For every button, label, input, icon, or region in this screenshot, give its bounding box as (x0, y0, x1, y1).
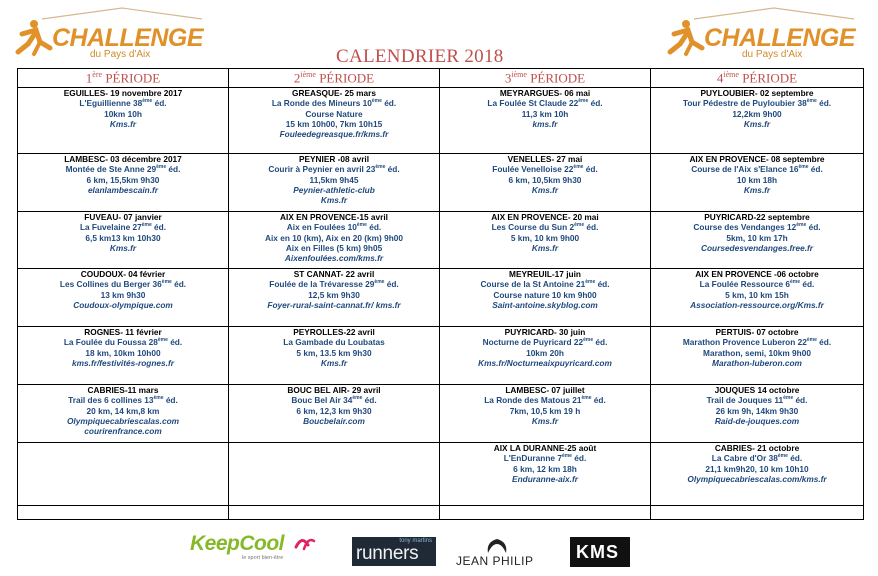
race-name (229, 395, 439, 405)
race-name-text: Montée de Ste Anne 29 (65, 164, 157, 175)
calendar-row (18, 385, 864, 443)
race-website-link[interactable]: kms.fr (532, 118, 558, 129)
empty-cell (651, 506, 864, 520)
race-edition-suffix: éd. (787, 453, 803, 464)
empty-cell (440, 506, 651, 520)
race-location-date: ST CANNAT- 22 avril (293, 269, 375, 279)
jean-philip-logo (456, 538, 540, 568)
race-edition-suffix: éd. (163, 395, 178, 406)
race-location-date: MEYRARGUES- 06 mai (499, 88, 591, 98)
jean-philip-name: JEAN PHILIP (456, 554, 534, 568)
race-details: 5km, 10 km 17h (726, 232, 788, 243)
race-cell (440, 327, 651, 385)
race-details: 20 km, 14 km,8 km (86, 405, 160, 416)
race-name (651, 222, 863, 232)
race-cell (229, 212, 440, 269)
race-location-date: AIX EN PROVENCE- 08 septembre (689, 154, 825, 164)
keepcool-swoosh-icon (294, 531, 316, 553)
calendar-row (18, 443, 864, 506)
race-edition-suffix: éd. (806, 222, 821, 233)
calendar-row (18, 88, 864, 154)
calendar-row (18, 327, 864, 385)
race-name (651, 453, 863, 463)
race-name-text: L'Eguillienne 38 (79, 98, 143, 109)
race-details: 10km 10h (104, 108, 142, 119)
race-website-link[interactable]: Kms.fr (743, 118, 771, 129)
race-edition-ordinal: ème (583, 337, 594, 344)
race-name-text: La Foulée St Claude 22 (487, 98, 579, 109)
race-location-date: AIX LA DURANNE-25 août (493, 443, 597, 453)
race-cell (229, 327, 440, 385)
period-ordinal: ère (92, 69, 103, 79)
race-website-link[interactable]: elanlambescain.fr (87, 184, 159, 195)
race-edition-suffix: éd. (384, 279, 399, 290)
race-name-text: Tour Pédestre de Puyloubier 38 (682, 98, 807, 109)
race-cell (440, 385, 651, 443)
period-number: 4 (716, 70, 724, 86)
race-edition-suffix: éd. (152, 98, 167, 109)
logo-title: CHALLENGE (704, 24, 856, 52)
race-website-link[interactable]: courirenfrance.com (84, 426, 162, 437)
race-website-link[interactable]: Boucbelair.com (303, 415, 365, 426)
race-cell (651, 88, 864, 154)
race-name (229, 279, 439, 289)
race-edition-ordinal: ème (581, 395, 592, 402)
race-name (229, 164, 439, 174)
empty-cell (229, 506, 440, 520)
race-edition-suffix: éd. (366, 222, 382, 233)
race-website-link[interactable]: Kms.fr (320, 195, 348, 206)
race-name (440, 337, 650, 347)
calendar-row (18, 154, 864, 212)
race-edition-suffix: éd. (151, 222, 167, 233)
race-details: 11,3 km 10h (521, 108, 569, 119)
race-website-link[interactable]: Coudoux-olympique.com (73, 299, 173, 310)
race-details: 6 km, 10,5km 9h30 (508, 174, 582, 185)
race-website-link[interactable]: Kms.fr (531, 184, 559, 195)
race-edition-suffix: éd. (167, 337, 183, 348)
period-label: PÉRIODE (102, 70, 161, 86)
period-header (440, 69, 651, 88)
race-website-link[interactable]: Association-ressource.org/Kms.fr (690, 299, 824, 310)
jean-philip-mark-icon (482, 538, 512, 554)
race-cell (651, 212, 864, 269)
race-details: 5 km, 10 km 15h (725, 289, 789, 300)
race-edition-ordinal: ème (157, 337, 168, 344)
race-edition-ordinal: ème (578, 98, 589, 105)
race-website-link[interactable]: Kms.fr (109, 118, 137, 129)
race-cell (229, 385, 440, 443)
race-edition-suffix: éd. (171, 279, 187, 290)
race-website-link[interactable]: Saint-antoine.skyblog.com (492, 299, 598, 310)
race-details: Aix en Filles (5 km) 9h05 (285, 242, 383, 253)
race-edition-suffix: éd. (166, 164, 181, 175)
race-cell (18, 269, 229, 327)
race-edition-suffix: éd. (571, 453, 587, 464)
race-edition-ordinal: ème (356, 222, 367, 229)
race-edition-suffix: éd. (808, 164, 823, 175)
race-name (651, 279, 863, 289)
challenge-logo-left (14, 6, 204, 60)
race-edition-suffix: éd. (385, 164, 400, 175)
race-name-text: Courir à Peynier en avril 23 (268, 164, 376, 175)
race-location-date: CABRIES- 21 octobre (714, 443, 800, 453)
race-edition-ordinal: ème (161, 279, 172, 286)
runner-icon (14, 18, 54, 58)
race-location-date: PUYRICARD- 30 juin (504, 327, 586, 337)
race-website-link[interactable]: Kms.fr (531, 415, 559, 426)
race-cell (18, 154, 229, 212)
race-website-link[interactable]: Foyer-rural-saint-cannat.fr/ kms.fr (267, 299, 401, 310)
race-edition-ordinal: ème (796, 222, 807, 229)
race-edition-ordinal: ème (371, 98, 382, 105)
race-name-text: Aix en Foulées 10 (286, 222, 357, 233)
race-name-text: Course de la St Antoine 21 (480, 279, 586, 290)
runner-icon (666, 18, 706, 58)
race-name-text: La Ronde des Mineurs 10 (271, 98, 372, 109)
race-edition-suffix: éd. (593, 337, 608, 348)
race-details: 21,1 km9h20, 10 km 10h10 (705, 463, 809, 474)
race-edition-ordinal: ème (375, 164, 386, 171)
race-location-date: PUYLOUBIER- 02 septembre (700, 88, 814, 98)
runners-tagline: tony martins (399, 538, 432, 544)
race-edition-ordinal: ème (585, 279, 596, 286)
race-name-text: Course de l'Aix s'Elance 16 (691, 164, 799, 175)
race-cell (651, 385, 864, 443)
race-location-date: JOUQUES 14 octobre (714, 385, 800, 395)
race-details: 18 km, 10km 10h00 (85, 347, 161, 358)
race-website-link[interactable]: kms.fr/festivités-rognes.fr (72, 357, 174, 368)
race-name-text: La Fuvelaine 27 (79, 222, 142, 233)
race-website-link[interactable]: Kms.fr (109, 242, 137, 253)
race-edition-ordinal: ème (141, 222, 152, 229)
race-edition-ordinal: ème (790, 279, 801, 286)
calendar-row (18, 506, 864, 520)
race-location-date: PEYROLLES-22 avril (293, 327, 375, 337)
race-details: 15 km 10h00, 7km 10h15 (285, 118, 383, 129)
race-details: Marathon, semi, 10km 9h00 (703, 347, 811, 358)
race-website-link[interactable]: Enduranne-aix.fr (512, 473, 578, 484)
race-name (18, 164, 228, 174)
race-website-link[interactable]: Kms.fr (743, 184, 771, 195)
keepcool-tagline: le sport bien-être (242, 555, 284, 561)
race-cell (440, 443, 651, 506)
race-details: 6 km, 12 km 18h (513, 463, 577, 474)
runners-name: runners (356, 543, 419, 564)
race-name-text: Foulée Venelloise 22 (492, 164, 574, 175)
race-name (18, 279, 228, 289)
race-name (229, 222, 439, 232)
race-name (651, 98, 863, 108)
race-cell (651, 327, 864, 385)
period-header (18, 69, 229, 88)
race-edition-ordinal: ème (777, 453, 788, 460)
race-edition-ordinal: ème (156, 164, 167, 171)
race-details: 11,5km 9h45 (309, 174, 359, 185)
race-details: 6,5 km13 km 10h30 (85, 232, 161, 243)
race-location-date: PERTUIS- 07 octobre (715, 327, 799, 337)
race-details: 10km 20h (526, 347, 564, 358)
race-details: Aix en 10 (km), Aix en 20 (km) 9h00 (264, 232, 404, 243)
race-edition-suffix: éd. (381, 98, 397, 109)
race-edition-suffix: éd. (816, 337, 832, 348)
roof-line-icon (694, 6, 854, 20)
race-edition-suffix: éd. (595, 279, 610, 290)
race-name-text: Les Collines du Berger 36 (59, 279, 162, 290)
logo-subtitle: du Pays d'Aix (742, 49, 803, 60)
period-header (229, 69, 440, 88)
race-website-link[interactable]: Kms.fr (320, 357, 348, 368)
race-edition-ordinal: ème (153, 395, 164, 402)
race-location-date: AIX EN PROVENCE-15 avril (280, 212, 388, 222)
race-name-text: La Cabre d'Or 38 (711, 453, 778, 464)
calendar-row (18, 212, 864, 269)
race-cell (18, 212, 229, 269)
race-details: 7km, 10,5 km 19 h (509, 405, 581, 416)
race-location-date: AIX EN PROVENCE -06 octobre (695, 269, 819, 279)
race-name (440, 98, 650, 108)
keepcool-name: KeepCool (190, 532, 285, 555)
keepcool-logo (190, 531, 322, 565)
page-title: CALENDRIER 2018 (336, 46, 504, 67)
race-details: Course Nature (305, 108, 363, 119)
race-name-text: L'EnDuranne 7 (503, 453, 562, 464)
race-name (18, 222, 228, 232)
race-details: 12,2km 9h00 (732, 108, 782, 119)
race-edition-suffix: éd. (591, 395, 606, 406)
race-name-text: Trail des 6 collines 13 (68, 395, 154, 406)
race-edition-ordinal: ème (573, 164, 584, 171)
race-name-text: La Foulée du Foussa 28 (63, 337, 158, 348)
race-location-date: ROGNES- 11 février (84, 327, 162, 337)
race-website-link[interactable]: Olympiquecabriescalas.com/kms.fr (687, 473, 827, 484)
race-name (18, 98, 228, 108)
race-cell (651, 443, 864, 506)
race-cell (18, 385, 229, 443)
race-website-link[interactable]: Kms.fr/Nocturneaixpuyricard.com (478, 357, 612, 368)
period-number: 1 (85, 70, 93, 86)
race-name-text: La Gambade du Loubatas (283, 337, 385, 348)
race-name (440, 453, 650, 463)
race-website-link[interactable]: Olympiquecabriescalas.com (66, 415, 180, 426)
race-edition-suffix: éd. (584, 222, 599, 233)
race-name (229, 337, 439, 347)
race-name-text: Bouc Bel Air 34 (291, 395, 353, 406)
logo-title: CHALLENGE (52, 24, 204, 52)
race-cell (440, 269, 651, 327)
race-website-link[interactable]: Kms.fr (531, 242, 559, 253)
race-details: 13 km 9h30 (100, 289, 146, 300)
calendar-body (18, 88, 864, 520)
period-number: 2 (293, 70, 301, 86)
logo-subtitle: du Pays d'Aix (90, 49, 151, 60)
race-location-date: GREASQUE- 25 mars (292, 88, 376, 98)
race-name-text: Marathon Provence Luberon 22 (682, 337, 807, 348)
race-name (651, 337, 863, 347)
period-label: PÉRIODE (315, 70, 375, 86)
empty-cell (229, 443, 440, 506)
race-name (651, 164, 863, 174)
challenge-logo-right (666, 6, 856, 60)
race-cell (229, 154, 440, 212)
race-name (440, 279, 650, 289)
race-edition-ordinal: ème (783, 395, 794, 402)
race-details: 5 km, 13.5 km 9h30 (296, 347, 372, 358)
race-name (229, 98, 439, 108)
race-edition-suffix: éd. (588, 98, 603, 109)
race-edition-suffix: éd. (583, 164, 598, 175)
race-edition-suffix: éd. (793, 395, 808, 406)
empty-cell (18, 506, 229, 520)
race-edition-suffix: éd. (362, 395, 377, 406)
kms-name: KMS (576, 542, 619, 562)
race-name (440, 164, 650, 174)
race-location-date: EGUILLES- 19 novembre 2017 (63, 88, 183, 98)
calendar-table (17, 68, 864, 520)
empty-cell (18, 443, 229, 506)
race-location-date: FUVEAU- 07 janvier (84, 212, 162, 222)
race-location-date: COUDOUX- 04 février (80, 269, 166, 279)
race-website-link[interactable]: Marathon-luberon.com (712, 357, 802, 368)
period-header-row (18, 69, 864, 88)
race-location-date: LAMBESC- 07 juillet (505, 385, 585, 395)
race-edition-ordinal: ème (798, 164, 809, 171)
race-cell (651, 269, 864, 327)
race-edition-ordinal: ème (374, 279, 385, 286)
calendar-row (18, 269, 864, 327)
race-edition-ordinal: ème (574, 222, 585, 229)
race-website-link[interactable]: Aixenfoulées.com/kms.fr (284, 253, 384, 264)
race-cell (229, 269, 440, 327)
race-website-link[interactable]: Coursedesvendanges.free.fr (700, 242, 814, 253)
race-cell (440, 212, 651, 269)
race-details: 5 km, 10 km 9h00 (510, 232, 580, 243)
race-cell (440, 88, 651, 154)
race-cell (229, 88, 440, 154)
period-number: 3 (504, 70, 512, 86)
race-details: Course nature 10 km 9h00 (493, 289, 597, 300)
race-name (18, 337, 228, 347)
race-cell (18, 327, 229, 385)
period-ordinal: ième (300, 69, 316, 79)
race-edition-suffix: éd. (816, 98, 832, 109)
race-name-text: La Foulée Ressource 6 (699, 279, 791, 290)
period-header (651, 69, 864, 88)
race-name-text: La Ronde des Matous 21 (484, 395, 582, 406)
race-cell (440, 154, 651, 212)
race-name (18, 395, 228, 405)
race-name-text: Course des Vendanges 12 (693, 222, 797, 233)
race-edition-ordinal: ème (561, 453, 572, 460)
race-name (440, 222, 650, 232)
race-website-link[interactable]: Peynier-athletic-club (293, 184, 375, 195)
race-edition-ordinal: ème (142, 98, 153, 105)
period-ordinal: ième (723, 69, 739, 79)
race-location-date: VENELLES- 27 mai (507, 154, 583, 164)
race-edition-ordinal: ème (806, 98, 817, 105)
race-edition-suffix: éd. (800, 279, 815, 290)
race-edition-ordinal: ème (806, 337, 817, 344)
period-label: PÉRIODE (738, 70, 798, 86)
race-name-text: Trail de Jouques 11 (706, 395, 784, 406)
race-location-date: PEYNIER -08 avril (298, 154, 370, 164)
race-cell (651, 154, 864, 212)
period-ordinal: ième (511, 69, 527, 79)
race-details: 12,5 km 9h30 (308, 289, 360, 300)
race-location-date: AIX EN PROVENCE- 20 mai (491, 212, 599, 222)
race-website-link[interactable]: Raid-de-jouques.com (714, 415, 800, 426)
race-location-date: MEYREUIL-17 juin (509, 269, 581, 279)
race-location-date: LAMBESC- 03 décembre 2017 (64, 154, 182, 164)
race-website-link[interactable]: Fouleedegreasque.fr/kms.fr (279, 129, 389, 140)
race-cell (18, 88, 229, 154)
period-label: PÉRIODE (526, 70, 586, 86)
race-name-text: Les Course du Sun 2 (491, 222, 575, 233)
race-details: 6 km, 15,5km 9h30 (86, 174, 160, 185)
race-details: 26 km 9h, 14km 9h30 (715, 405, 799, 416)
race-details: 6 km, 12,3 km 9h30 (296, 405, 372, 416)
race-location-date: BOUC BEL AIR- 29 avril (287, 385, 381, 395)
race-edition-ordinal: ème (352, 395, 363, 402)
race-location-date: CABRIES-11 mars (87, 385, 159, 395)
race-name-text: Nocturne de Puyricard 22 (482, 337, 584, 348)
roof-line-icon (42, 6, 202, 20)
race-name (440, 395, 650, 405)
runners-logo (352, 537, 436, 566)
race-name-text: Foulée de la Trévaresse 29 (269, 279, 375, 290)
race-location-date: PUYRICARD-22 septembre (704, 212, 810, 222)
race-name (651, 395, 863, 405)
kms-logo (570, 537, 630, 567)
race-details: 10 km 18h (736, 174, 778, 185)
